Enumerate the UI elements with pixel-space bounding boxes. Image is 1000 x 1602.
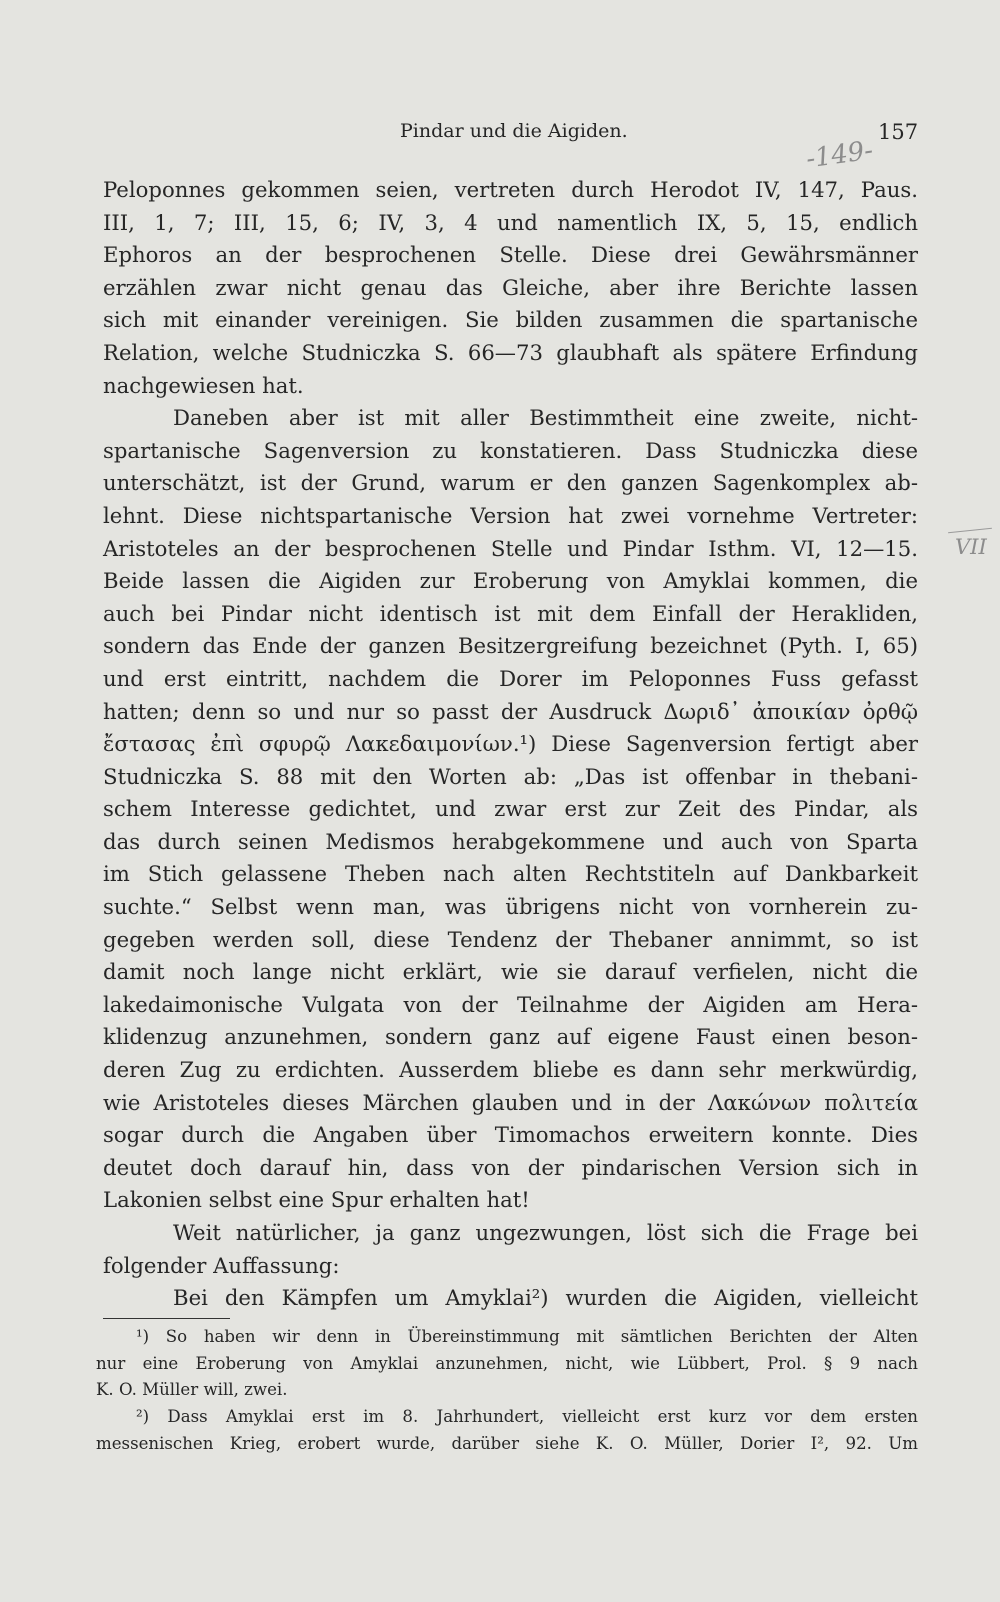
footnote-line: K. O. Müller will, zwei.	[96, 1380, 288, 1400]
footnotes	[96, 1324, 918, 1457]
text-line: III, 1, 7; III, 15, 6; IV, 3, 4 und namentlich IX, 5, 15, endlich	[103, 209, 918, 235]
text-line: sondern das Ende der ganzen Besitzergreifung bezeichnet (Pyth. I, 65)	[103, 633, 918, 659]
text-line: lakedaimonische Vulgata von der Teilnahme der Aigiden am Hera-	[103, 991, 918, 1017]
text-line: sich mit einander vereinigen. Sie bilden zusammen die spartanische	[103, 307, 918, 333]
footnote-line: ¹) So haben wir denn in Übereinstimmung mit sämtlichen Berichten der Alten	[136, 1327, 918, 1346]
text-line: unterschätzt, ist der Grund, warum er den ganzen Sagenkomplex ab-	[103, 470, 918, 496]
text-line: und erst eintritt, nachdem die Dorer im Peloponnes Fuss gefasst	[103, 665, 918, 691]
text-line: Studniczka S. 88 mit den Worten ab: „Das ist offenbar in thebani-	[103, 763, 918, 789]
text-line: erzählen zwar nicht genau das Gleiche, aber ihre Berichte lassen	[103, 274, 918, 300]
footnote-rule	[103, 1318, 230, 1319]
text-line: Lakonien selbst eine Spur erhalten hat!	[103, 1187, 530, 1213]
text-line: sogar durch die Angaben über Timomachos erweitern konnte. Dies	[103, 1122, 918, 1148]
text-line: im Stich gelassene Theben nach alten Rechtstiteln auf Dankbarkeit	[103, 861, 918, 887]
text-line: spartanische Sagenversion zu konstatieren. Dass Studniczka diese	[103, 437, 918, 463]
footnote-line: messenischen Krieg, erobert wurde, darüber siehe K. O. Müller, Dorier I², 92. Um	[96, 1433, 918, 1453]
margin-pencil-stroke	[948, 528, 992, 534]
text-line: Weit natürlicher, ja ganz ungezwungen, löst sich die Frage bei	[173, 1220, 918, 1245]
text-line: deren Zug zu erdichten. Ausserdem bliebe es dann sehr merkwürdig,	[103, 1057, 918, 1083]
text-line: deutet doch darauf hin, dass von der pindarischen Version sich in	[103, 1154, 918, 1180]
body-text	[103, 174, 918, 1315]
text-line: schem Interesse gedichtet, und zwar erst zur Zeit des Pindar, als	[103, 796, 918, 822]
text-line: klidenzug anzunehmen, sondern ganz auf eigene Faust einen beson-	[103, 1024, 918, 1050]
running-head: Pindar und die Aigiden.	[400, 120, 628, 142]
text-line: das durch seinen Medismos herabgekommene und auch von Sparta	[103, 828, 918, 854]
text-line: gegeben werden soll, diese Tendenz der Thebaner annimmt, so ist	[103, 926, 918, 952]
text-line: Ephoros an der besprochenen Stelle. Diese drei Gewährsmänner	[103, 242, 918, 268]
text-line: Bei den Kämpfen um Amyklai²) wurden die Aigiden, vielleicht	[173, 1285, 918, 1311]
pencil-page-number: -149-	[804, 135, 875, 175]
margin-note: VII	[955, 535, 987, 559]
page-number: 157	[878, 120, 919, 144]
text-line: lehnt. Diese nichtspartanische Version hat zwei vornehme Vertreter:	[103, 502, 918, 528]
text-line: wie Aristoteles dieses Märchen glauben und in der Λακώνων πολιτεία	[103, 1089, 918, 1115]
footnote-line: ²) Dass Amyklai erst im 8. Jahrhundert, vielleicht erst kurz vor dem ersten	[136, 1407, 918, 1427]
text-line: ἔστασας ἐπὶ σφυρῷ Λακεδαιμονίων.¹) Diese Sagenversion fertigt aber	[103, 731, 918, 757]
text-line: Peloponnes gekommen seien, vertreten durch Herodot IV, 147, Paus.	[103, 177, 918, 202]
text-line: hatten; denn so und nur so passt der Ausdruck Δωριδ᾽ ἀποικίαν ὀρθῷ	[103, 698, 918, 724]
text-line: auch bei Pindar nicht identisch ist mit dem Einfall der Herakliden,	[103, 600, 918, 626]
text-line: folgender Auffassung:	[103, 1252, 340, 1278]
text-line: Beide lassen die Aigiden zur Eroberung von Amyklai kommen, die	[103, 568, 918, 594]
text-line: nachgewiesen hat.	[103, 372, 304, 398]
text-line: Daneben aber ist mit aller Bestimmtheit eine zweite, nicht-	[173, 405, 918, 431]
footnote-line: nur eine Eroberung von Amyklai anzunehmen, nicht, wie Lübbert, Prol. § 9 nach	[96, 1353, 918, 1373]
text-line: Relation, welche Studniczka S. 66—73 glaubhaft als spätere Erfindung	[103, 339, 918, 365]
text-line: damit noch lange nicht erklärt, wie sie darauf verfielen, nicht die	[103, 959, 918, 985]
text-line: Aristoteles an der besprochenen Stelle und Pindar Isthm. VI, 12—15.	[103, 535, 918, 561]
text-line: suchte.“ Selbst wenn man, was übrigens nicht von vornherein zu-	[103, 894, 918, 920]
